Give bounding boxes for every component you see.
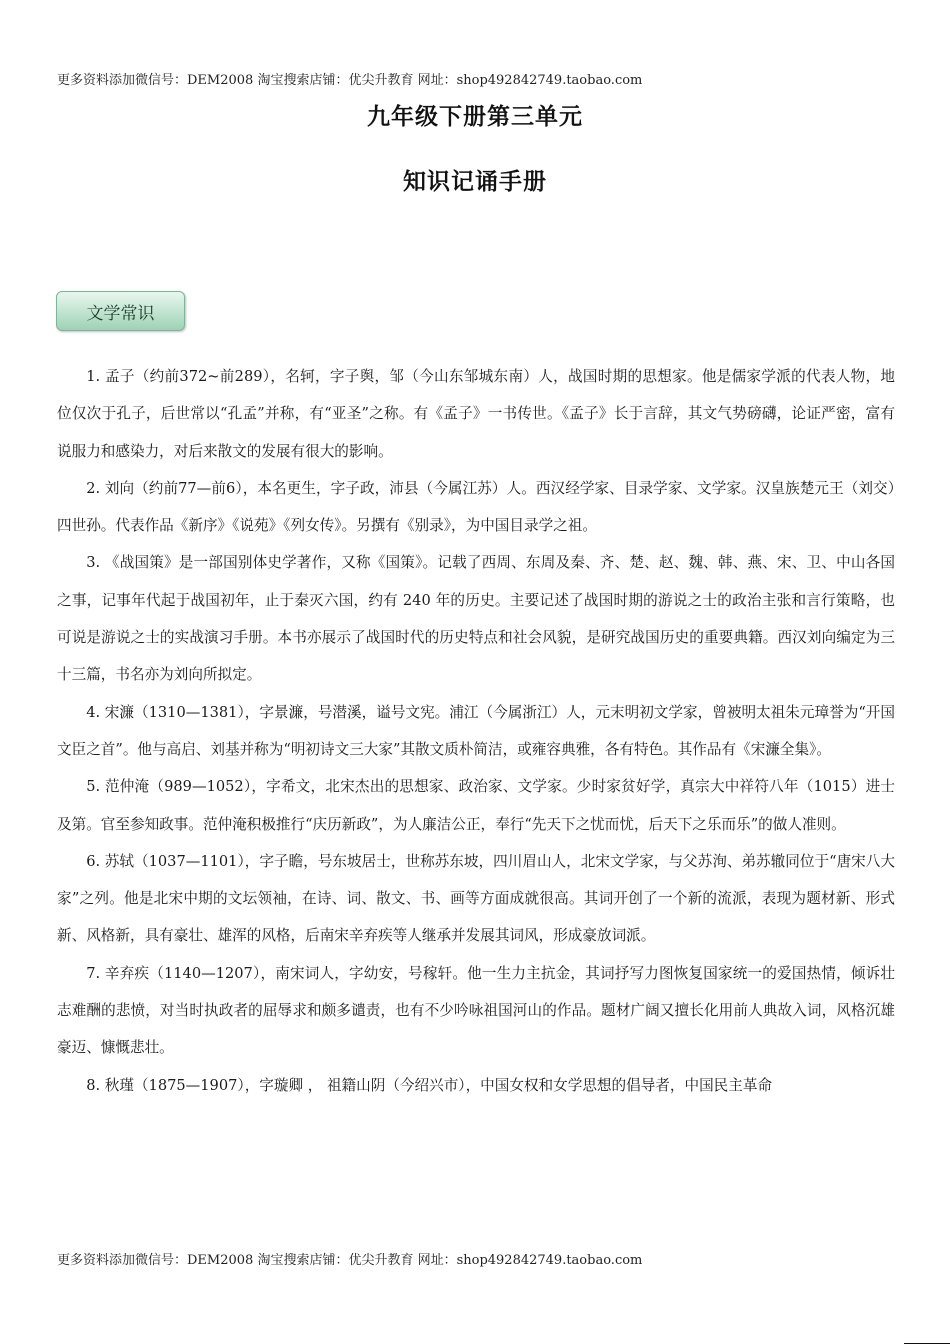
- paragraph-5: 5. 范仲淹（989—1052），字希文，北宋杰出的思想家、政治家、文学家。少时家贫好学，真宗大中祥符八年（1015）进士及第。官至参知政事。范仲淹积极推行“庆历新政”，为人廉洁公正，奉行“先天下之忧而忧，后天下之乐而乐”的做人准则。: [57, 778, 895, 833]
- page-header: 更多资料添加微信号：DEM2008 淘宝搜索店铺：优尖升教育 网址：shop492842749.taobao.com: [57, 73, 643, 88]
- page-footer: 更多资料添加微信号：DEM2008 淘宝搜索店铺：优尖升教育 网址：shop492842749.taobao.com: [57, 1253, 643, 1268]
- section-tab-label: 文学常识: [86, 303, 155, 324]
- paragraph-8: 8. 秋瑾（1875—1907），字璇卿 ， 祖籍山阴（今绍兴市），中国女权和女学思想的倡导者，中国民主革命: [86, 1076, 773, 1094]
- paragraph-4: 4. 宋濂（1310—1381），字景濂，号潜溪，谥号文宪。浦江（今属浙江）人，元末明初文学家，曾被明太祖朱元璋誉为“开国文臣之首”。他与高启、刘基并称为“明初诗文三大家”其散文质朴简洁，或雍容典雅，各有特色。其作品有《宋濂全集》。: [57, 703, 895, 758]
- section-tab-literary-knowledge: [56, 291, 185, 331]
- paragraph-2: 2. 刘向（约前77—前6），本名更生，字子政，沛县（今属江苏）人。西汉经学家、目录学家、文学家。汉皇族楚元王（刘交）四世孙。代表作品《新序》《说苑》《列女传》。另撰有《别录》，为中国目录学之祖。: [57, 479, 895, 535]
- document-title: 九年级下册第三单元: [367, 103, 583, 130]
- document-body: [57, 358, 895, 1104]
- document-subtitle: 知识记诵手册: [403, 168, 547, 195]
- paragraph-6: 6. 苏轼（1037—1101），字子瞻，号东坡居士，世称苏东坡，四川眉山人，北宋文学家，与父苏洵、弟苏辙同位于“唐宋八大家”之列。他是北宋中期的文坛领袖，在诗、词、散文、书、画等方面成就很高。其词开创了一个新的流派，表现为题材新、形式新、风格新，具有豪壮、雄浑的风格，后南宋辛弃疾等人继承并发展其词风，形成豪放词派。: [57, 852, 895, 945]
- paragraph-3: 3. 《战国策》是一部国别体史学著作，又称《国策》。记载了西周、东周及秦、齐、楚、赵、魏、韩、燕、宋、卫、中山各国之事，记事年代起于战国初年，止于秦灭六国，约有 240 年的历史。主要记述了战国时期的游说之士的政治主张和言行策略，也可说是游说之士的实战演习手册。本书亦展示了战国时代的历史特点和社会风貌，是研究战国历史的重要典籍。西汉刘向编定为三十三篇，书名亦为刘向所拟定。: [57, 554, 895, 684]
- paragraph-7: 7. 辛弃疾（1140—1207），南宋词人，字幼安，号稼轩。他一生力主抗金，其词抒写力图恢复国家统一的爱国热情，倾诉壮志难酬的悲愤，对当时执政者的屈辱求和颇多谴责，也有不少吟咏祖国河山的作品。题材广阔又擅长化用前人典故入词，风格沉雄豪迈、慷慨悲壮。: [57, 964, 895, 1057]
- paragraph-1: 1. 孟子（约前372~前289），名轲，字子舆，邹（今山东邹城东南）人，战国时期的思想家。他是儒家学派的代表人物，地位仅次于孔子，后世常以“孔孟”并称，有“亚圣”之称。有《孟子》一书传世。《孟子》长于言辞，其文气势磅礴，论证严密，富有说服力和感染力，对后来散文的发展有很大的影响。: [57, 368, 895, 460]
